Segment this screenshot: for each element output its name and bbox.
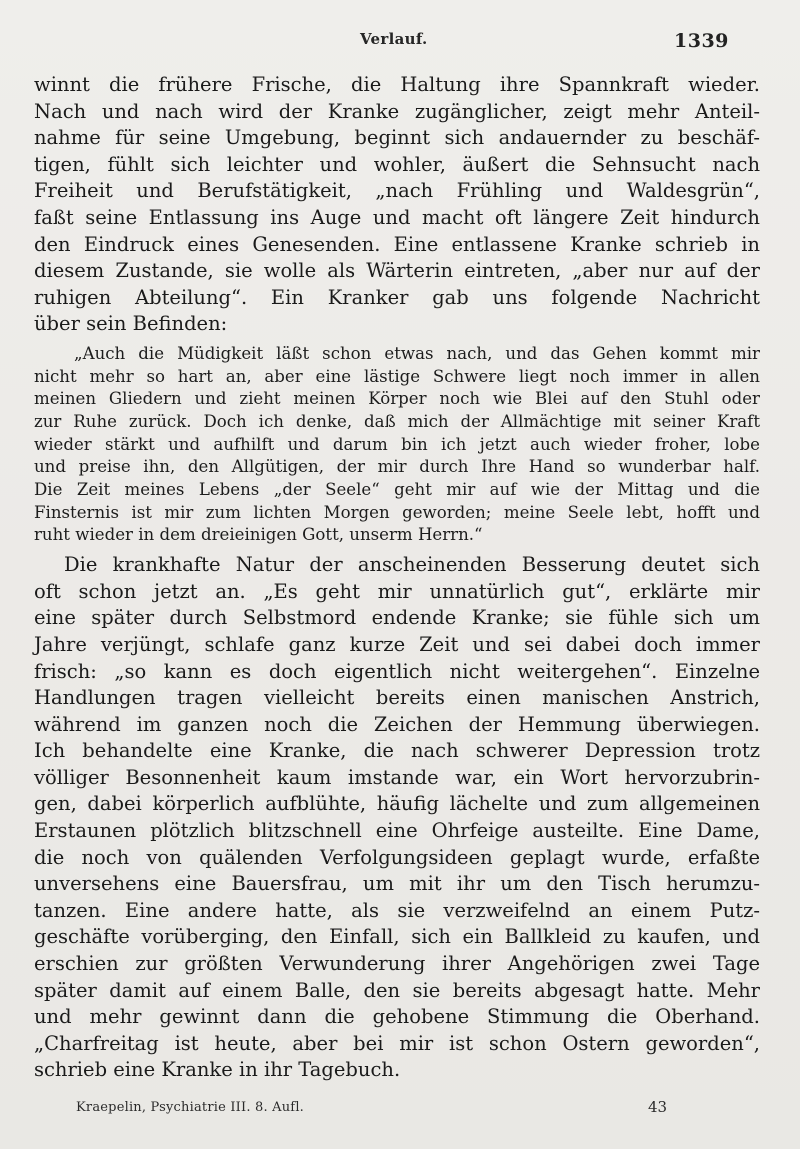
text-line: erschien zur größten Verwunderung ihrer Angehörigen zwei Tage — [34, 952, 760, 976]
paragraph-continued — [34, 72, 760, 338]
text-line: über sein Befinden: — [34, 312, 228, 336]
quote-line: ruht wieder in dem dreieinigen Gott, unserm Herrn.“ — [34, 525, 483, 545]
text-line: den Eindruck eines Genesenden. Eine entlassene Kranke schrieb in — [34, 232, 760, 256]
text-line: Ich behandelte eine Kranke, die nach schwerer Depression trotz — [34, 739, 760, 763]
text-line: tigen, fühlt sich leichter und wohler, äußert die Sehnsucht nach — [34, 152, 760, 176]
sheet-number: 43 — [648, 1098, 668, 1116]
quote-line: wieder stärkt und aufhilft und darum bin ich jetzt auch wieder froher, lobe — [34, 434, 760, 454]
text-line: Freiheit und Berufstätigkeit, „nach Frühling und Waldesgrün“, — [34, 179, 760, 203]
signature-line: Kraepelin, Psychiatrie III. 8. Aufl. — [76, 1100, 305, 1115]
running-title: Verlauf. — [360, 30, 428, 48]
text-line: „Charfreitag ist heute, aber bei mir ist schon Ostern geworden“, — [34, 1031, 760, 1055]
text-line: unversehens eine Bauersfrau, um mit ihr um den Tisch herumzu- — [34, 872, 760, 896]
text-line: frisch: „so kann es doch eigentlich nicht weitergehen“. Einzelne — [34, 659, 760, 683]
quote-line: zur Ruhe zurück. Doch ich denke, daß mich der Allmächtige mit seiner Kraft — [34, 412, 760, 431]
text-line: völliger Besonnenheit kaum imstande war, ein Wort hervorzubrin- — [34, 765, 760, 789]
patient-letter-quote — [34, 343, 760, 547]
text-line: nahme für seine Umgebung, beginnt sich andauernder zu beschäf- — [34, 126, 760, 150]
text-line: eine später durch Selbstmord endende Kranke; sie fühle sich um — [34, 606, 760, 630]
text-line: faßt seine Entlassung ins Auge und macht oft längere Zeit hindurch — [34, 205, 760, 229]
quote-line: „Auch die Müdigkeit läßt schon etwas nach, und das Gehen kommt mir — [74, 343, 760, 363]
text-line: ruhigen Abteilung“. Ein Kranker gab uns folgende Nachricht — [34, 285, 760, 309]
body-text — [34, 72, 760, 1084]
page-footer — [0, 1096, 800, 1120]
quote-line: und preise ihn, den Allgütigen, der mir durch Ihre Hand so wunderbar half. — [34, 457, 760, 477]
quote-line: nicht mehr so hart an, aber eine lästige Schwere liegt noch immer in allen — [34, 366, 760, 386]
text-line: gen, dabei körperlich aufblühte, häufig lächelte und zum allgemeinen — [34, 792, 760, 816]
text-line: und mehr gewinnt dann die gehobene Stimmung die Oberhand. — [34, 1005, 760, 1029]
text-line: oft schon jetzt an. „Es geht mir unnatürlich gut“, erklärte mir — [34, 579, 760, 603]
text-line: diesem Zustande, sie wolle als Wärterin eintreten, „aber nur auf der — [34, 259, 760, 283]
text-line: Jahre verjüngt, schlafe ganz kurze Zeit und sei dabei doch immer — [34, 632, 760, 656]
paragraph-improvement — [34, 552, 760, 1084]
quote-line: Die Zeit meines Lebens „der Seele“ geht mir auf wie der Mittag und die — [34, 480, 760, 500]
text-line: später damit auf einem Balle, den sie bereits abgesagt hatte. Mehr — [34, 978, 760, 1002]
text-line: während im ganzen noch die Zeichen der Hemmung überwiegen. — [34, 712, 760, 736]
quote-line: meinen Gliedern und zieht meinen Körper noch wie Blei auf den Stuhl oder — [34, 389, 760, 409]
text-line: Nach und nach wird der Kranke zugänglicher, zeigt mehr Anteil- — [34, 99, 760, 123]
running-head — [0, 24, 800, 54]
text-line: schrieb eine Kranke in ihr Tagebuch. — [34, 1058, 401, 1082]
text-line: geschäfte vorüberging, den Einfall, sich ein Ballkleid zu kaufen, und — [34, 925, 760, 949]
text-line: winnt die frühere Frische, die Haltung ihre Spannkraft wieder. — [34, 73, 760, 96]
page-number: 1339 — [674, 30, 729, 52]
quote-line: Finsternis ist mir zum lichten Morgen geworden; meine Seele lebt, hofft und — [34, 502, 760, 522]
text-line: tanzen. Eine andere hatte, als sie verzweifelnd an einem Putz- — [34, 898, 760, 922]
text-line: Erstaunen plötzlich blitzschnell eine Ohrfeige austeilte. Eine Dame, — [34, 819, 760, 843]
text-line: Die krankhafte Natur der anscheinenden Besserung deutet sich — [64, 553, 760, 577]
text-line: die noch von quälenden Verfolgungsideen geplagt wurde, erfaßte — [34, 845, 760, 869]
text-line: Handlungen tragen vielleicht bereits einen manischen Anstrich, — [34, 686, 760, 710]
